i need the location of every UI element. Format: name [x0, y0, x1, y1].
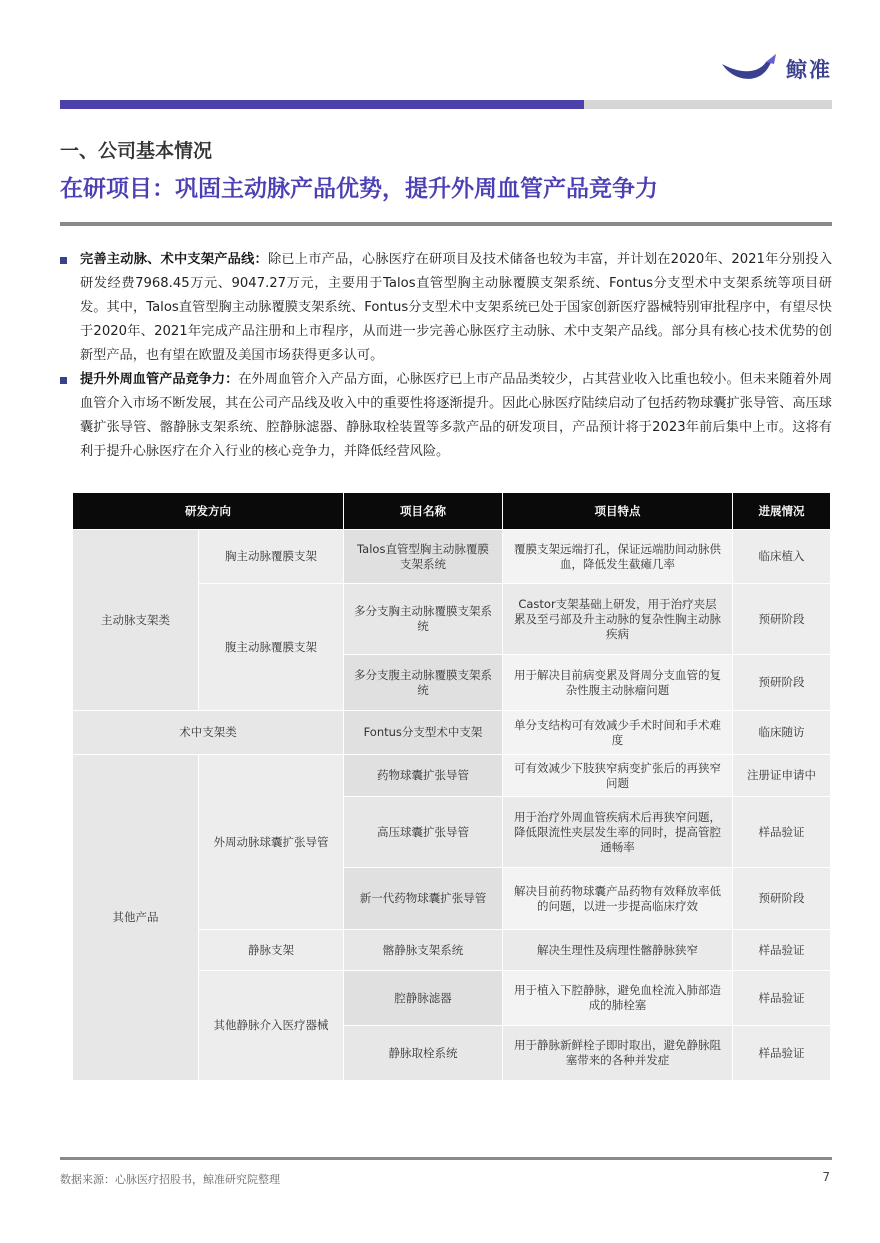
project-name-cell: 静脉取栓系统 [344, 1026, 503, 1081]
project-name-cell: 高压球囊扩张导管 [344, 797, 503, 868]
section-title: 一、公司基本情况 [60, 140, 213, 162]
header-bar [60, 100, 832, 109]
header-direction: 研发方向 [73, 493, 344, 530]
bullet-label: 提升外周血管产品竞争力： [80, 372, 239, 387]
table-row [73, 530, 831, 584]
bullet-item [60, 248, 832, 368]
bullet-square-icon [60, 257, 67, 264]
status-cell: 样品验证 [733, 930, 831, 971]
footer-source: 数据来源：心脉医疗招股书，鲸准研究院整理 [60, 1173, 280, 1186]
table-header-row [73, 493, 831, 530]
project-name-cell: Fontus分支型术中支架 [344, 711, 503, 755]
table-row [73, 711, 831, 755]
subgroup-cell: 胸主动脉覆膜支架 [199, 530, 344, 584]
status-cell: 样品验证 [733, 1026, 831, 1081]
feature-cell: 用于治疗外周血管疾病术后再狭窄问题，降低限流性夹层发生率的同时，提高管腔通畅率 [503, 797, 733, 868]
group-cell: 主动脉支架类 [73, 530, 199, 711]
whale-logo-icon [720, 52, 778, 86]
project-name-cell: 新一代药物球囊扩张导管 [344, 868, 503, 930]
header-project-feature: 项目特点 [503, 493, 733, 530]
bullet-list [60, 248, 832, 464]
feature-cell: 可有效减少下肢狭窄病变扩张后的再狭窄问题 [503, 755, 733, 797]
page-number: 7 [822, 1170, 830, 1184]
bullet-item [60, 368, 832, 464]
project-name-cell: 腔静脉滤器 [344, 971, 503, 1026]
status-cell: 临床随访 [733, 711, 831, 755]
title-divider [60, 222, 832, 226]
feature-cell: Castor支架基础上研发，用于治疗夹层累及至弓部及升主动脉的复杂性胸主动脉疾病 [503, 584, 733, 655]
subgroup-cell: 腹主动脉覆膜支架 [199, 584, 344, 711]
project-name-cell: 髂静脉支架系统 [344, 930, 503, 971]
rd-projects-table [72, 492, 831, 1081]
header-project-name: 项目名称 [344, 493, 503, 530]
status-cell: 临床植入 [733, 530, 831, 584]
feature-cell: 用于植入下腔静脉，避免血栓流入肺部造成的肺栓塞 [503, 971, 733, 1026]
bullet-text: 在外周血管介入产品方面，心脉医疗已上市产品品类较少，占其营业收入比重也较小。但未来随着外周血管介入市场不断发展，其在公司产品线及收入中的重要性将逐渐提升。因此心脉医疗陆续启动了包括药物球囊扩张导管、高压球囊扩张导管、髂静脉支架系统、腔静脉滤器、静脉取栓装置等多款产品的研发项目，产品预计将于2023年前后集中上市。这将有利于提升心脉医疗在介入行业的核心竞争力，并降低经营风险。 [80, 372, 833, 459]
bullet-text: 除已上市产品，心脉医疗在研项目及技术储备也较为丰富，并计划在2020年、2021年分别投入研发经费7968.45万元、9047.27万元，主要用于Talos直管型胸主动脉覆膜支架系统、Fontus分支型术中支架系统等项目研发。其中，Talos直管型胸主动脉覆膜支架系统、Fontus分支型术中支架系统已处于国家创新医疗器械特别审批程序中，有望尽快于2020年、2021年完成产品注册和上市程序，从而进一步完善心脉医疗主动脉、术中支架产品线。部分具有核心技术优势的创新型产品，也有望在欧盟及美国市场获得更多认可。 [80, 252, 833, 363]
status-cell: 样品验证 [733, 971, 831, 1026]
brand-name: 鲸准 [786, 58, 832, 82]
bullet-label: 完善主动脉、术中支架产品线： [80, 252, 268, 267]
bullet-square-icon [60, 377, 67, 384]
brand-logo [720, 52, 832, 86]
group-cell: 其他产品 [73, 755, 199, 1081]
table-row [73, 755, 831, 797]
footer-divider [60, 1157, 832, 1160]
group-cell: 术中支架类 [73, 711, 344, 755]
status-cell: 注册证申请中 [733, 755, 831, 797]
subgroup-cell: 外周动脉球囊扩张导管 [199, 755, 344, 930]
feature-cell: 解决生理性及病理性髂静脉狭窄 [503, 930, 733, 971]
status-cell: 预研阶段 [733, 584, 831, 655]
project-name-cell: 多分支腹主动脉覆膜支架系统 [344, 655, 503, 711]
subgroup-cell: 其他静脉介入医疗器械 [199, 971, 344, 1081]
project-name-cell: 药物球囊扩张导管 [344, 755, 503, 797]
header-bar-accent [60, 100, 584, 109]
page-title: 在研项目：巩固主动脉产品优势，提升外周血管产品竞争力 [60, 176, 658, 202]
feature-cell: 单分支结构可有效减少手术时间和手术难度 [503, 711, 733, 755]
project-name-cell: Talos直管型胸主动脉覆膜支架系统 [344, 530, 503, 584]
feature-cell: 解决目前药物球囊产品药物有效释放率低的问题，以进一步提高临床疗效 [503, 868, 733, 930]
subgroup-cell: 静脉支架 [199, 930, 344, 971]
feature-cell: 用于解决目前病变累及肾周分支血管的复杂性腹主动脉瘤问题 [503, 655, 733, 711]
status-cell: 样品验证 [733, 797, 831, 868]
feature-cell: 用于静脉新鲜栓子即时取出，避免静脉阻塞带来的各种并发症 [503, 1026, 733, 1081]
status-cell: 预研阶段 [733, 868, 831, 930]
project-name-cell: 多分支胸主动脉覆膜支架系统 [344, 584, 503, 655]
header-progress: 进展情况 [733, 493, 831, 530]
status-cell: 预研阶段 [733, 655, 831, 711]
feature-cell: 覆膜支架远端打孔，保证远端肋间动脉供血，降低发生截瘫几率 [503, 530, 733, 584]
